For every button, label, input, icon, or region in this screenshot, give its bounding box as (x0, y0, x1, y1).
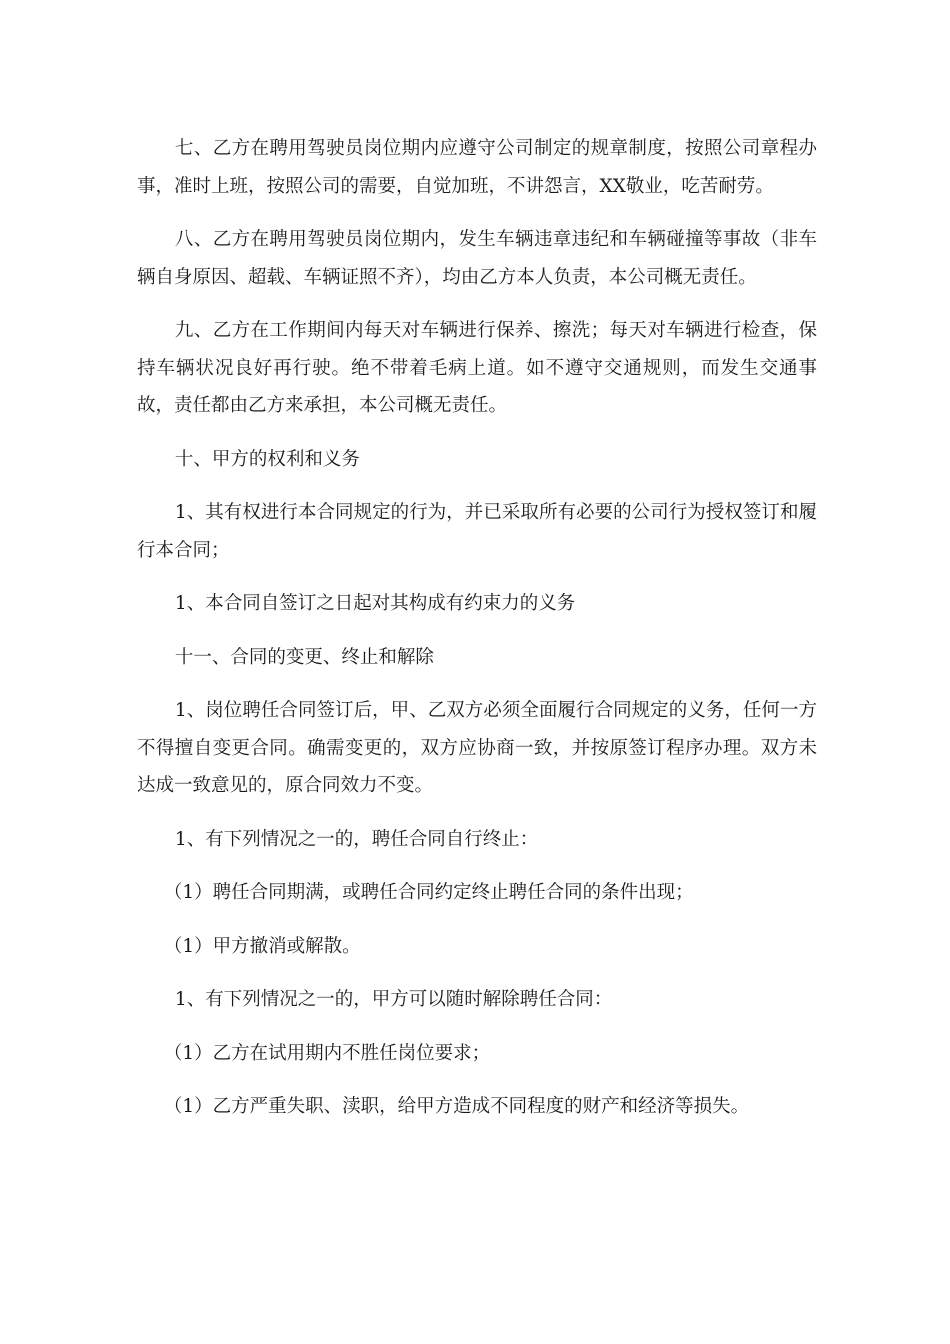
termination-intro: 1、有下列情况之一的，聘任合同自行终止： (174, 828, 539, 850)
rescission-intro: 1、有下列情况之一的，甲方可以随时解除聘任合同： (174, 989, 613, 1010)
termination-case-dissolution: （1）甲方撤消或解散。 (163, 935, 361, 957)
clause-7: 七、乙方在聘用驾驶员岗位期内应遵守公司制定的规章制度，按照公司章程办事，准时上班，按照公司的需要，自觉加班，不讲怨言，XX敬业，吃苦耐劳。 (137, 138, 817, 197)
rights-item-authority: 1、其有权进行本合同规定的行为，并已采取所有必要的公司行为授权签订和履行本合同； (137, 502, 817, 561)
termination-case-expiry: （1）聘任合同期满，或聘任合同约定终止聘任合同的条件出现； (163, 882, 694, 903)
rights-item-binding: 1、本合同自签订之日起对其构成有约束力的义务 (174, 593, 576, 614)
rescission-case-misconduct: （1）乙方严重失职、渎职，给甲方造成不同程度的财产和经济等损失。 (163, 1096, 750, 1117)
document-body (137, 130, 817, 1142)
clause-9: 九、乙方在工作期间内每天对车辆进行保养、擦洗；每天对车辆进行检查，保持车辆状况良好再行驶。绝不带着毛病上道。如不遵守交通规则，而发生交通事故，责任都由乙方来承担，本公司概无责任。 (137, 320, 817, 416)
section-heading-rights-duties: 十、甲方的权利和义务 (174, 448, 360, 470)
rescission-case-probation: （1）乙方在试用期内不胜任岗位要求； (163, 1042, 491, 1064)
change-item-modification: 1、岗位聘任合同签订后，甲、乙双方必须全面履行合同规定的义务，任何一方不得擅自变更合同。确需变更的，双方应协商一致，并按原签订程序办理。双方未达成一致意见的，原合同效力不变。 (137, 700, 817, 796)
section-heading-change-termination: 十一、合同的变更、终止和解除 (174, 646, 434, 668)
clause-8: 八、乙方在聘用驾驶员岗位期内，发生车辆违章违纪和车辆碰撞等事故（非车辆自身原因、超载、车辆证照不齐），均由乙方本人负责，本公司概无责任。 (137, 229, 817, 288)
